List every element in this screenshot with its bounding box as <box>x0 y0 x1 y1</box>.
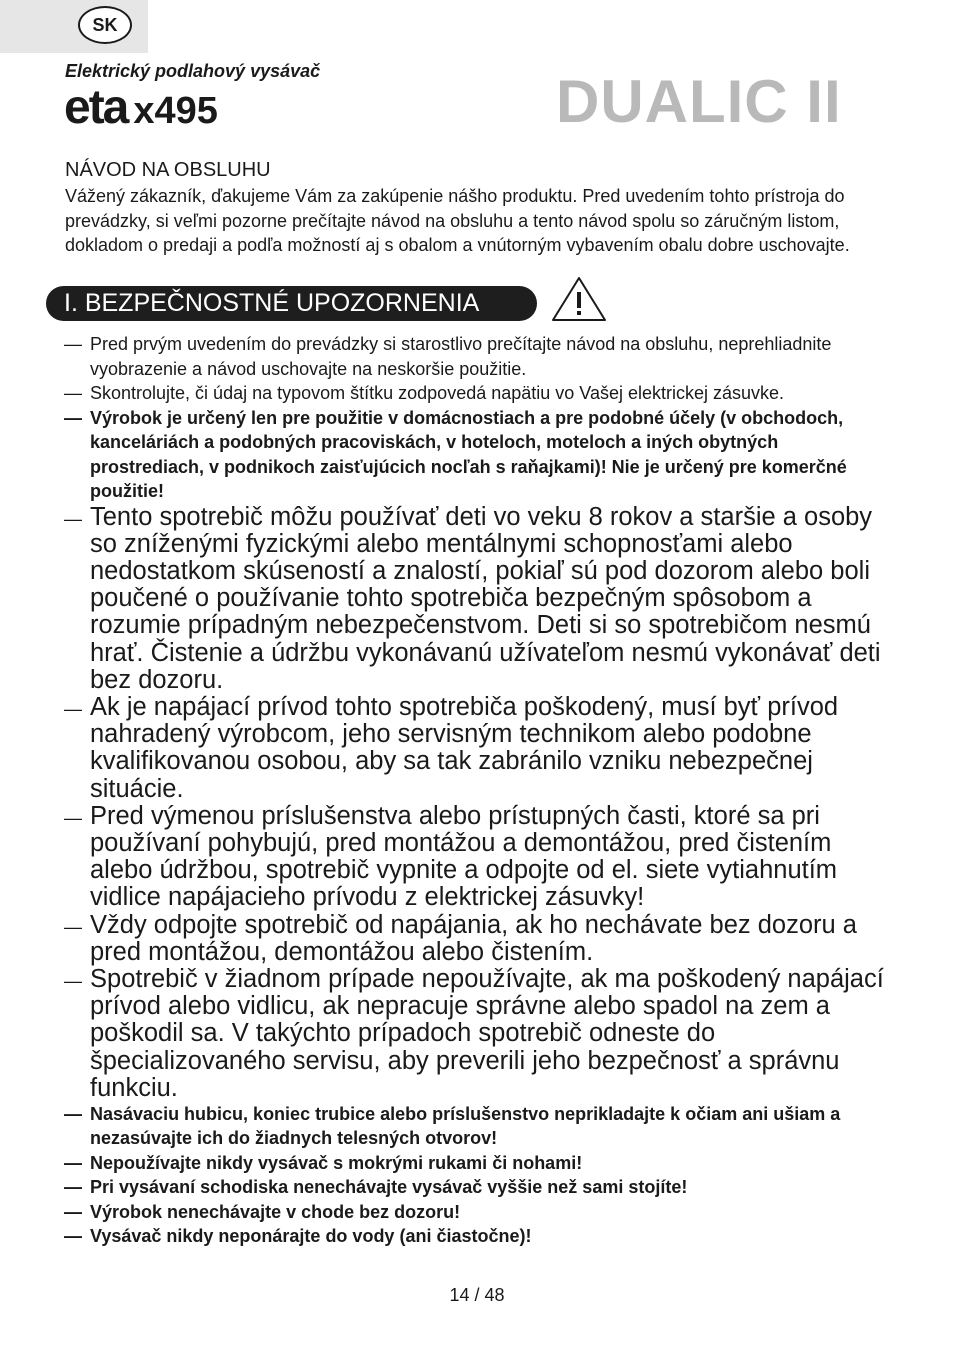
warning-item: — Nepoužívajte nikdy vysávač s mokrými rukami či nohami! <box>64 1151 894 1176</box>
manual-title: NÁVOD NA OBSLUHU <box>65 159 271 181</box>
warning-item: — Výrobok je určený len pre použitie v domácnostiach a pre podobné účely (v obchodoch, kanceláriách a podobných pracoviskách, v hoteloch, moteloch a iných obytných prostrediach, v podnikoch zaisťujúcich nocľah s raňajkami)! Nie je určený pre komerčné použitie! <box>64 406 894 504</box>
warning-item: — Vysávač nikdy neponárajte do vody (ani čiastočne)! <box>64 1224 894 1249</box>
product-type-subtitle: Elektrický podlahový vysávač <box>65 61 321 81</box>
warning-item: — Výrobok nenechávajte v chode bez dozoru! <box>64 1200 894 1225</box>
model-number: x495 <box>133 90 218 132</box>
intro-paragraph: Vážený zákazník, ďakujeme Vám za zakúpenie nášho produktu. Pred uvedením tohto prístroja do prevádzky, si veľmi pozorne prečítajte návod na obsluhu a tento návod spolu so záručným listom, dokladom o predaji a podľa možností aj s obalom a vnútorným vybavením obalu dobre uschovajte. <box>65 186 850 255</box>
warning-item: — Spotrebič v žiadnom prípade nepoužívajte, ak ma poškodený napájací prívod alebo vidlicu, ak nepracuje správne alebo spadol na zem a poškodil sa. V takýchto prípadoch spotrebič odneste do špecializovaného servisu, aby preverili jeho bezpečnosť a správnu funkciu. <box>64 966 894 1102</box>
warning-item: — Pred prvým uvedením do prevádzky si starostlivo prečítajte návod na obsluhu, neprehliadnite vyobrazenie a návod uschovajte na neskoršie použitie. <box>64 332 894 381</box>
warning-item: — Pred výmenou príslušenstva alebo prístupných časti, ktoré sa pri používaní pohybujú, pred montážou a demontážou, pred čistením alebo údržbou, spotrebič vypnite a odpojte od el. siete vytiahnutím vidlice napájacieho prívodu z elektrickej zásuvky! <box>64 803 894 912</box>
warning-item: — Vždy odpojte spotrebič od napájania, ak ho nechávate bez dozoru a pred montážou, demontážou alebo čistením. <box>64 912 894 966</box>
warning-item: — Nasávaciu hubicu, koniec trubice alebo príslušenstvo neprikladajte k očiam ani ušiam a nezasúvajte ich do žiadnych telesných otvorov! <box>64 1102 894 1151</box>
section-header <box>46 286 537 321</box>
brand-block <box>64 81 218 134</box>
language-badge: SK <box>78 6 132 44</box>
warning-item: — Skontrolujte, či údaj na typovom štítku zodpovedá napätiu vo Vašej elektrickej zásuvke. <box>64 381 894 406</box>
warning-item: — Pri vysávaní schodiska nenechávajte vysávač vyššie než sami stojíte! <box>64 1175 894 1200</box>
warning-item: — Ak je napájací prívod tohto spotrebiča poškodený, musí byť prívod nahradený výrobcom, jeho servisným technikom alebo podobne kvalifikovanou osobou, aby sa tak zabránilo vzniku nebezpečnej situácie. <box>64 694 894 803</box>
warning-triangle-icon <box>550 275 608 323</box>
warning-item: — Tento spotrebič môžu používať deti vo veku 8 rokov a staršie a osoby so zníženými fyzickými alebo mentálnymi schopnosťami alebo nedostatkom skúseností a znalostí, pokiaľ sú pod dozorom alebo boli poučené o používanie tohto spotrebiča bezpečným spôsobom a rozumie prípadným nebezpečenstvom. Deti si so spotrebičom nesmú hrať. Čistenie a údržbu vykonávanú užívateľom nesmú vykonávať deti bez dozoru. <box>64 504 894 694</box>
language-tab <box>0 0 148 53</box>
section-title: I. BEZPEČNOSTNÉ UPOZORNENIA <box>64 289 480 317</box>
product-name: DUALIC II <box>556 68 842 135</box>
page-number: 14 / 48 <box>449 1285 505 1305</box>
brand-logo: eta <box>64 81 128 134</box>
safety-warnings-list <box>64 332 894 1249</box>
